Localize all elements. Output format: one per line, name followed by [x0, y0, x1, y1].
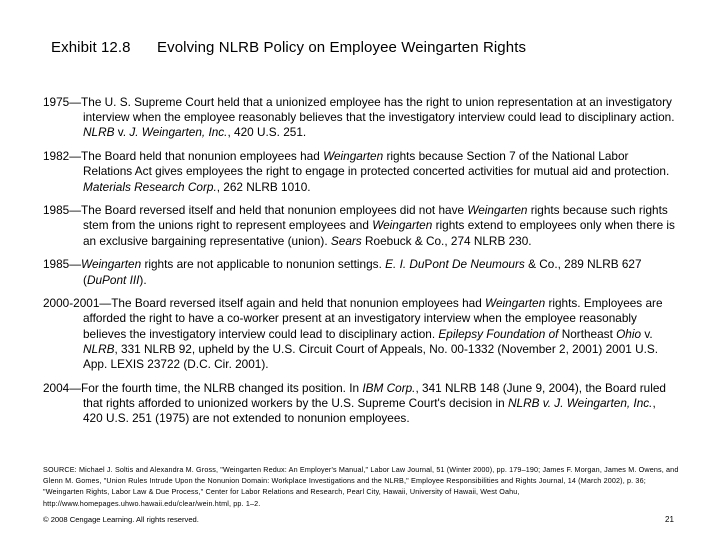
timeline-entry: 2000-2001—The Board reversed itself again and held that nonunion employees had Weingarten rights. Employees are afforded the right to have a co-worker present at an investigatory interview when the employee reasonably believes the investigatory interview could lead to disciplinary action. Epilepsy Foundation of Northeast Ohio v. NLRB, 331 NLRB 92, upheld by the U.S. Circuit Court of Appeals, No. 00-1332 (November 2, 2001) 2001 U.S. App. LEXIS 23722 (D.C. Cir. 2001). [43, 296, 663, 372]
case-name: Weingarten [323, 149, 384, 164]
timeline-entry: 1985—The Board reversed itself and held that nonunion employees did not have Weingarten rights because such rights stem from the unions right to represent employees and Weingarten rights extend to employees only when there is an exclusive bargaining representative (union). Sears Roebuck & Co., 274 NLRB 230. [43, 203, 675, 248]
case-name: Weingarten [81, 257, 142, 272]
entry-year: 1985 [43, 257, 70, 272]
case-name: NLRB [83, 125, 115, 140]
exhibit-title [51, 39, 526, 56]
case-name: DuPont III [86, 272, 140, 287]
entry-text: The Board reversed itself and held that nonunion employees did not have [81, 203, 468, 218]
entry-year: 2000-2001 [43, 296, 100, 311]
case-name: IBM Corp. [362, 380, 416, 395]
case-name: ont De Neumours [432, 257, 525, 272]
case-name: NLRB v. J. Weingarten, Inc. [507, 395, 653, 410]
case-name: Sears [330, 233, 362, 248]
copyright-notice: © 2008 Cengage Learning. All rights reserved. [43, 515, 199, 524]
case-name: Weingarten [467, 203, 528, 218]
page-number: 21 [665, 515, 674, 524]
case-name: Ohio [616, 326, 642, 341]
entry-text: The Board reversed itself again and held that nonunion employees had [111, 296, 486, 311]
entry-text: For the fourth time, the NLRB changed its position. In [81, 380, 363, 395]
case-name: Weingarten [372, 218, 433, 233]
timeline-entry: 1985—Weingarten rights are not applicable to nonunion settings. E. I. DuPont De Neumours & Co., 289 NLRB 627 (DuPont III). [43, 257, 642, 287]
case-name: Epilepsy Foundation of [438, 326, 559, 341]
case-name: J. Weingarten, Inc. [129, 125, 228, 140]
case-name: Weingarten [485, 296, 546, 311]
entry-year: 2004 [43, 380, 70, 395]
case-name: NLRB [83, 341, 115, 356]
timeline-entry: 2004—For the fourth time, the NLRB changed its position. In IBM Corp., 341 NLRB 148 (June 9, 2004), the Board ruled that rights afforded to unionized workers by the U.S. Supreme Court's decision in NLRB v. J. Weingarten, Inc., 420 U.S. 251 (1975) are not extended to nonunion employees. [43, 380, 666, 426]
timeline-entry: 1982—The Board held that nonunion employees had Weingarten rights because Section 7 of the National Labor Relations Act gives employees the right to engage in protected concerted activities for mutual aid and protection. Materials Research Corp., 262 NLRB 1010. [43, 149, 670, 194]
source-citation: SOURCE: Michael J. Soltis and Alexandra M. Gross, "Weingarten Redux: An Employer's Manual," Labor Law Journal, 51 (Winter 2000), pp. 179–190; James F. Morgan, James M. Owens, and Glenn M. Gomes, "Union Rules Intrude Upon the Nonunion Domain: Workplace Investigations and the NLRB," Employee Responsibilities and Rights Journal, 14 (March 2002), p. 36; "Weingarten Rights, Labor Law & Due Process," Center for Labor Relations and Research, Pearl City, Hawaii, University of Hawaii, West Oahu, http://www.homepages.uhwo.hawaii.edu/clear/wein.html, pp. 1–2. [43, 465, 679, 508]
timeline-entry: 1975—The U. S. Supreme Court held that a unionized employee has the right to union representation at an investigatory interview when the employee reasonably believes that the investigatory interview could lead to disciplinary action. NLRB v. J. Weingarten, Inc., 420 U.S. 251. [43, 95, 675, 140]
case-name: Materials Research Corp. [83, 179, 217, 194]
case-name: E. I. Du [385, 257, 425, 272]
entry-year: 1975 [43, 95, 70, 109]
entry-year: 1982 [43, 149, 70, 164]
entry-year: 1985 [43, 203, 70, 218]
exhibit-heading: Evolving NLRB Policy on Employee Weingarten Rights [157, 39, 527, 56]
policy-timeline [43, 95, 675, 435]
entry-text: The U. S. Supreme Court held that a unionized employee has the right to union representation at an investigatory interview when the employee reasonably believes that the investigatory interview could lead to disciplinary action. [81, 95, 675, 125]
entry-text: The Board held that nonunion employees had [81, 149, 324, 164]
exhibit-label: Exhibit 12.8 [51, 39, 131, 56]
